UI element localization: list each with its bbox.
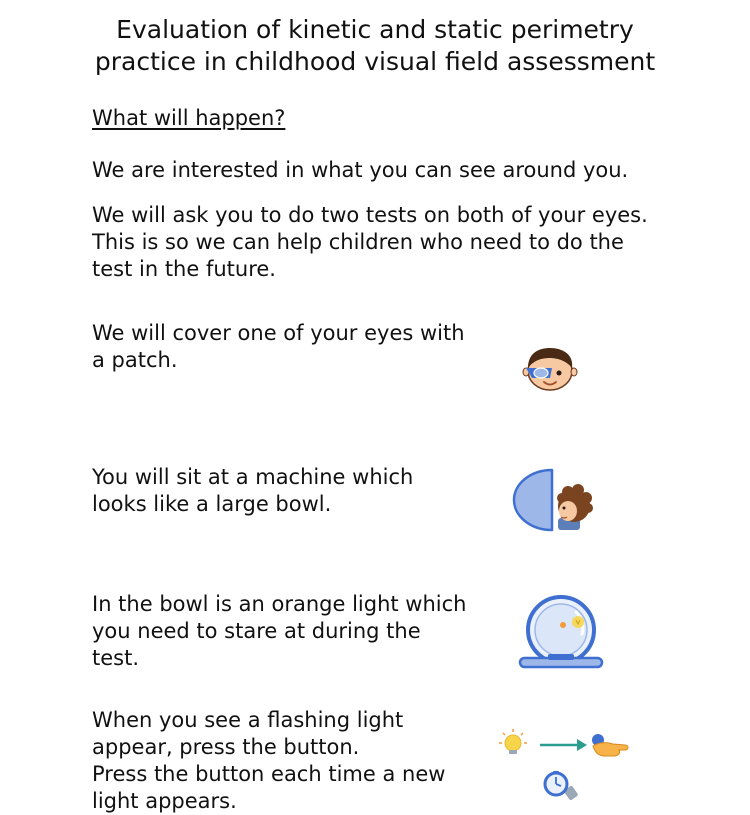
finger-press-button-icon bbox=[592, 734, 628, 756]
paragraph-line: looks like a large bowl. bbox=[92, 492, 332, 516]
paragraph-line: appear, press the button. bbox=[92, 735, 360, 759]
document-title bbox=[0, 14, 750, 78]
stopwatch-icon bbox=[538, 771, 580, 801]
paragraph-line: light appears. bbox=[92, 789, 237, 813]
paragraph-line: We are interested in what you can see around you. bbox=[92, 158, 629, 182]
title-line-1: Evaluation of kinetic and static perimetry bbox=[116, 15, 634, 44]
arrow-right-icon bbox=[540, 739, 587, 751]
paragraph-two-tests bbox=[92, 202, 648, 283]
paragraph-line: We will ask you to do two tests on both of your eyes. bbox=[92, 203, 648, 227]
paragraph-line: you need to stare at during the bbox=[92, 619, 421, 643]
paragraph-line: test in the future. bbox=[92, 257, 276, 281]
flashing-light-icon bbox=[499, 729, 527, 754]
paragraph-machine bbox=[92, 464, 413, 518]
paragraph-press-button bbox=[92, 707, 445, 815]
paragraph-line: When you see a flashing light bbox=[92, 708, 404, 732]
child-eye-patch-icon bbox=[522, 346, 578, 392]
perimetry-bowl-front-icon bbox=[518, 594, 604, 670]
paragraph-eye-patch bbox=[92, 320, 465, 374]
paragraph-line: You will sit at a machine which bbox=[92, 465, 414, 489]
paragraph-line: test. bbox=[92, 646, 140, 670]
paragraph-orange-light bbox=[92, 591, 466, 672]
paragraph-line: In the bowl is an orange light which bbox=[92, 592, 467, 616]
title-line-2: practice in childhood visual field assessment bbox=[94, 47, 656, 76]
paragraph-line: We will cover one of your eyes with bbox=[92, 321, 465, 345]
paragraph-interest bbox=[92, 157, 628, 184]
paragraph-line: This is so we can help children who need to do the bbox=[92, 230, 624, 254]
paragraph-line: Press the button each time a new bbox=[92, 762, 446, 786]
light-arrow-button-press-icon bbox=[495, 728, 633, 764]
paragraph-line: a patch. bbox=[92, 348, 178, 372]
perimetry-bowl-child-icon bbox=[512, 468, 604, 532]
section-heading: What will happen? bbox=[92, 106, 286, 130]
